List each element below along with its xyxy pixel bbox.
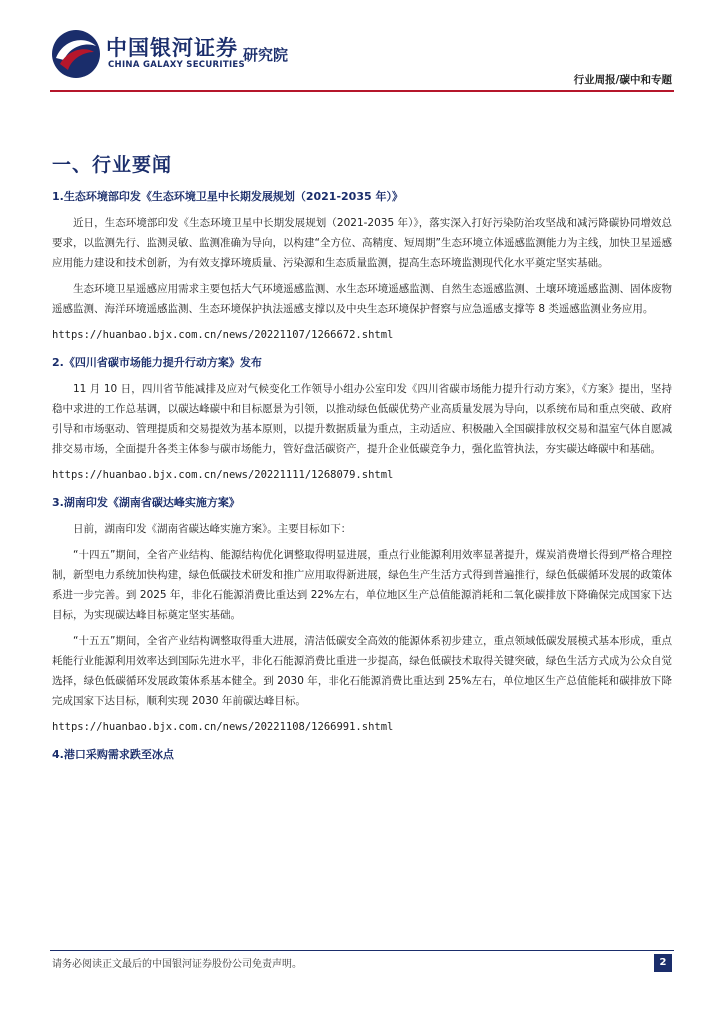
source-link[interactable]: https://huanbao.bjx.com.cn/news/20221107/1266672.shtml xyxy=(52,329,394,341)
source-link[interactable]: https://huanbao.bjx.com.cn/news/20221108/1266991.shtml xyxy=(52,721,394,733)
logo-chinese-name: 中国银河证券 xyxy=(106,36,238,60)
main-content xyxy=(52,150,672,771)
news-item-title: 4.港口采购需求跌至冰点 xyxy=(52,748,174,761)
report-type: 行业周报/碳中和专题 xyxy=(573,74,672,86)
news-paragraph: 生态环境卫星遥感应用需求主要包括大气环境遥感监测、水生态环境遥感监测、自然生态遥感监测、土壤环境遥感监测、固体废物遥感监测、海洋环境遥感监测、生态环境保护执法遥感支撑以及中央生态环境保护督察与应急遥感支撑等 8 类遥感监测业务应用。 xyxy=(52,283,672,315)
news-item-title: 3.湖南印发《湖南省碳达峰实施方案》 xyxy=(52,496,240,509)
header-divider xyxy=(50,90,674,92)
section-title: 一、行业要闻 xyxy=(52,154,173,176)
news-item-title: 1.生态环境部印发《生态环境卫星中长期发展规划（2021-2035 年）》 xyxy=(52,190,403,203)
news-item-title: 2.《四川省碳市场能力提升行动方案》发布 xyxy=(52,356,262,369)
news-paragraph: 近日，生态环境部印发《生态环境卫星中长期发展规划（2021-2035 年）》，落实深入打好污染防治攻坚战和减污降碳协同增效总要求，以监测先行、监测灵敏、监测准确为导向，以构建“全方位、高精度、短周期”生态环境立体遥感监测能力为主线，加快卫星遥感应用能力建设和技术创新，为有效支撑环境质量、污染源和生态质量监测，提高生态环境监测现代化水平奠定坚实基础。 xyxy=(52,217,672,269)
news-item-4 xyxy=(52,747,672,763)
footer-divider xyxy=(50,950,674,951)
news-paragraph: “十四五”期间，全省产业结构、能源结构优化调整取得明显进展，重点行业能源利用效率显著提升，煤炭消费增长得到严格合理控制，新型电力系统加快构建，绿色低碳技术研发和推广应用取得新进展，绿色生产生活方式得到普遍推行，绿色低碳循环发展的政策体系进一步完善。到 2025 年，非化石能源消费比重达到 22%左右，单位地区生产总值能源消耗和二氧化碳排放下降确保完成国家下达目标，为实现碳达峰目标奠定坚实基础。 xyxy=(52,549,672,621)
news-paragraph: “十五五”期间，全省产业结构调整取得重大进展，清洁低碳安全高效的能源体系初步建立，重点领域低碳发展模式基本形成，重点耗能行业能源利用效率达到国际先进水平，非化石能源消费比重进一步提高，绿色低碳技术取得关键突破，绿色生活方式成为公众自觉选择，绿色低碳循环发展政策体系基本健全。到 2030 年，非化石能源消费比重达到 25%左右，单位地区生产总值能耗和碳排放下降完成国家下达目标，顺利实现 2030 年前碳达峰目标。 xyxy=(52,635,672,707)
page-header xyxy=(0,0,724,95)
news-item-3 xyxy=(52,495,672,737)
page-number: 2 xyxy=(654,954,672,972)
galaxy-logo-icon xyxy=(50,28,102,80)
news-paragraph: 11 月 10 日，四川省节能减排及应对气候变化工作领导小组办公室印发《四川省碳市场能力提升行动方案》，《方案》提出，坚持稳中求进的工作总基调，以碳达峰碳中和目标愿景为引领，以推动绿色低碳优势产业高质量发展为导向，以系统布局和重点突破、政府引导和市场驱动、管理提质和交易提效为基本原则，以提升数据质量为重点，主动适应、积极融入全国碳排放权交易和温室气体自愿减排交易市场，全面提升各类主体参与碳市场能力，管好盘活碳资产，提升企业低碳竞争力，强化监管执法，夯实碳达峰碳中和基础。 xyxy=(52,383,672,455)
source-link[interactable]: https://huanbao.bjx.com.cn/news/20221111/1268079.shtml xyxy=(52,469,394,481)
news-paragraph: 日前，湖南印发《湖南省碳达峰实施方案》。主要目标如下： xyxy=(73,523,352,535)
news-item-2 xyxy=(52,355,672,485)
institute-label: 研究院 xyxy=(243,46,289,64)
logo-english-name: CHINA GALAXY SECURITIES xyxy=(108,60,245,70)
disclaimer-text: 请务必阅读正文最后的中国银河证券股份公司免责声明。 xyxy=(52,959,302,970)
news-item-1 xyxy=(52,189,672,345)
